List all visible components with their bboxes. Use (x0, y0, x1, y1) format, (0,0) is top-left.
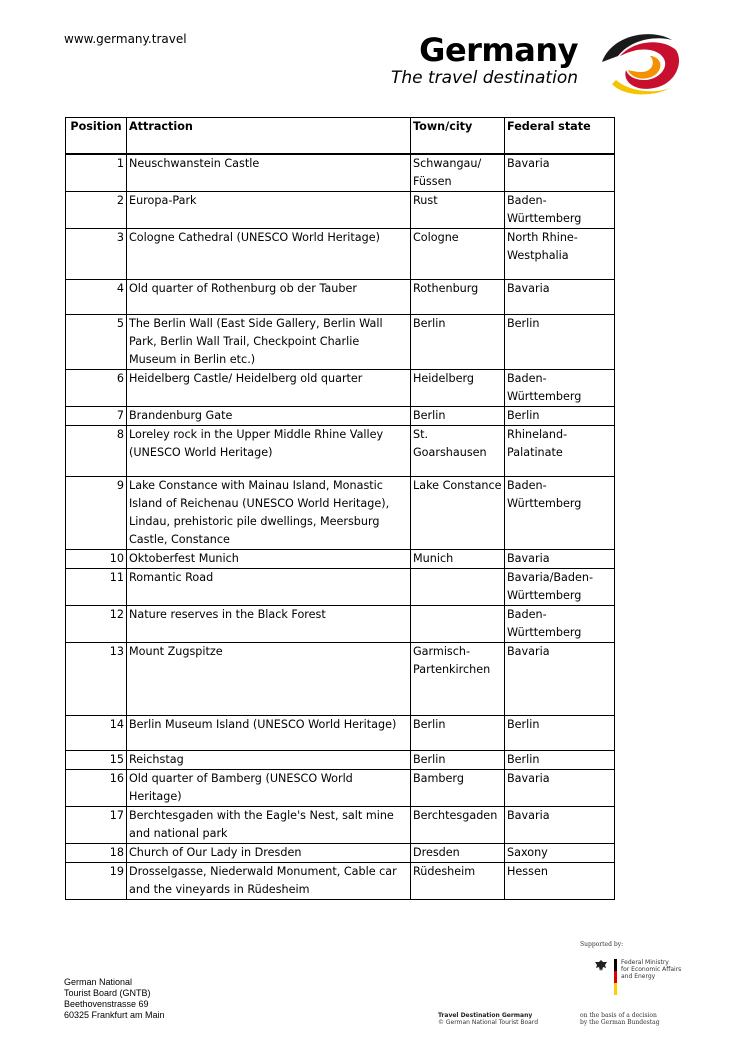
cell-attraction: The Berlin Wall (East Side Gallery, Berlin Wall Park, Berlin Wall Trail, Checkpoint Charlie Museum in Berlin etc.) (127, 315, 411, 370)
website-url: www.germany.travel (64, 32, 187, 46)
cell-town (411, 606, 505, 643)
column-header-attraction: Attraction (127, 118, 411, 155)
table-row (66, 407, 615, 426)
federal-eagle-icon (594, 959, 608, 973)
cell-attraction: Neuschwanstein Castle (127, 154, 411, 192)
table-row (66, 643, 615, 716)
cell-attraction: Berchtesgaden with the Eagle's Nest, salt mine and national park (127, 807, 411, 844)
table-row (66, 477, 615, 550)
table-row (66, 751, 615, 770)
cell-attraction: Lake Constance with Mainau Island, Monastic Island of Reichenau (UNESCO World Heritage), Lindau, prehistoric pile dwellings, Meersburg Castle, Constance (127, 477, 411, 550)
cell-attraction: Cologne Cathedral (UNESCO World Heritage) (127, 229, 411, 280)
table-row (66, 315, 615, 370)
table-row (66, 606, 615, 643)
cell-town: St. Goarshausen (411, 426, 505, 477)
cell-town: Dresden (411, 844, 505, 863)
table-row (66, 770, 615, 807)
table-row (66, 229, 615, 280)
cell-state: Bavaria (505, 770, 615, 807)
cell-position: 17 (66, 807, 127, 844)
cell-town: Garmisch-Partenkirchen (411, 643, 505, 716)
cell-attraction: Loreley rock in the Upper Middle Rhine Valley (UNESCO World Heritage) (127, 426, 411, 477)
cell-attraction: Old quarter of Rothenburg ob der Tauber (127, 280, 411, 315)
cell-state: Rhineland-Palatinate (505, 426, 615, 477)
eagle-swirl-logo-icon (592, 26, 684, 98)
cell-town: Heidelberg (411, 370, 505, 407)
brand-wordmark (378, 31, 578, 88)
cell-state: Berlin (505, 407, 615, 426)
cell-position: 7 (66, 407, 127, 426)
table-row (66, 844, 615, 863)
cell-position: 16 (66, 770, 127, 807)
cell-state: Baden-Württemberg (505, 370, 615, 407)
cell-attraction: Nature reserves in the Black Forest (127, 606, 411, 643)
cell-position: 12 (66, 606, 127, 643)
cell-position: 4 (66, 280, 127, 315)
attractions-table (65, 117, 615, 900)
column-header-town: Town/city (411, 118, 505, 155)
cell-state: Bavaria (505, 643, 615, 716)
cell-position: 18 (66, 844, 127, 863)
table-row (66, 569, 615, 606)
table-row (66, 716, 615, 751)
cell-town: Rothenburg (411, 280, 505, 315)
ministry-logo (594, 959, 681, 995)
cell-attraction: Europa-Park (127, 192, 411, 229)
cell-position: 2 (66, 192, 127, 229)
cell-town (411, 569, 505, 606)
cell-state: Bavaria (505, 550, 615, 569)
cell-town: Schwangau/ Füssen (411, 154, 505, 192)
cell-state: North Rhine-Westphalia (505, 229, 615, 280)
cell-state: Baden-Württemberg (505, 477, 615, 550)
table-row (66, 370, 615, 407)
cell-attraction: Church of Our Lady in Dresden (127, 844, 411, 863)
cell-state: Berlin (505, 751, 615, 770)
table-row (66, 154, 615, 192)
cell-town: Rüdesheim (411, 863, 505, 900)
footer-credit: Travel Destination Germany © German National Tourist Board (438, 1012, 539, 1026)
brand-title: Germany (419, 31, 578, 69)
cell-position: 8 (66, 426, 127, 477)
cell-state: Bavaria (505, 280, 615, 315)
column-header-position: Position (66, 118, 127, 155)
cell-town: Munich (411, 550, 505, 569)
cell-position: 9 (66, 477, 127, 550)
cell-state: Bavaria (505, 154, 615, 192)
table-row (66, 280, 615, 315)
cell-attraction: Brandenburg Gate (127, 407, 411, 426)
cell-position: 19 (66, 863, 127, 900)
cell-state: Bavaria (505, 807, 615, 844)
cell-attraction: Heidelberg Castle/ Heidelberg old quarter (127, 370, 411, 407)
cell-position: 10 (66, 550, 127, 569)
table-row (66, 192, 615, 229)
cell-state: Hessen (505, 863, 615, 900)
cell-town: Berchtesgaden (411, 807, 505, 844)
cell-position: 1 (66, 154, 127, 192)
table-row (66, 807, 615, 844)
cell-attraction: Oktoberfest Munich (127, 550, 411, 569)
cell-position: 5 (66, 315, 127, 370)
cell-town: Lake Constance (411, 477, 505, 550)
cell-town: Bamberg (411, 770, 505, 807)
german-flag-bar (614, 959, 617, 995)
table-row (66, 550, 615, 569)
cell-town: Berlin (411, 407, 505, 426)
cell-attraction: Romantic Road (127, 569, 411, 606)
cell-attraction: Berlin Museum Island (UNESCO World Heritage) (127, 716, 411, 751)
cell-position: 3 (66, 229, 127, 280)
supported-by-label: Supported by: (580, 941, 624, 948)
table-row (66, 426, 615, 477)
cell-attraction: Old quarter of Bamberg (UNESCO World Heritage) (127, 770, 411, 807)
cell-attraction: Drosselgasse, Niederwald Monument, Cable car and the vineyards in Rüdesheim (127, 863, 411, 900)
gntb-address: German National Tourist Board (GNTB) Beethovenstrasse 69 60325 Frankfurt am Main (64, 977, 165, 1020)
cell-state: Saxony (505, 844, 615, 863)
cell-state: Bavaria/Baden-Württemberg (505, 569, 615, 606)
cell-town: Berlin (411, 716, 505, 751)
ministry-name: Federal Ministry for Economic Affairs and Energy (621, 959, 682, 980)
column-header-state: Federal state (505, 118, 615, 155)
table-header-row (66, 118, 615, 155)
cell-state: Berlin (505, 315, 615, 370)
cell-town: Rust (411, 192, 505, 229)
brand-subtitle: The travel destination (391, 68, 578, 88)
cell-position: 6 (66, 370, 127, 407)
cell-attraction: Mount Zugspitze (127, 643, 411, 716)
cell-town: Berlin (411, 315, 505, 370)
table-row (66, 863, 615, 900)
cell-town: Cologne (411, 229, 505, 280)
cell-state: Berlin (505, 716, 615, 751)
cell-state: Baden-Württemberg (505, 606, 615, 643)
cell-attraction: Reichstag (127, 751, 411, 770)
cell-town: Berlin (411, 751, 505, 770)
cell-position: 11 (66, 569, 127, 606)
cell-state: Baden-Württemberg (505, 192, 615, 229)
cell-position: 14 (66, 716, 127, 751)
cell-position: 15 (66, 751, 127, 770)
bundestag-decision-note: on the basis of a decision by the German Bundestag (580, 1012, 660, 1026)
cell-position: 13 (66, 643, 127, 716)
